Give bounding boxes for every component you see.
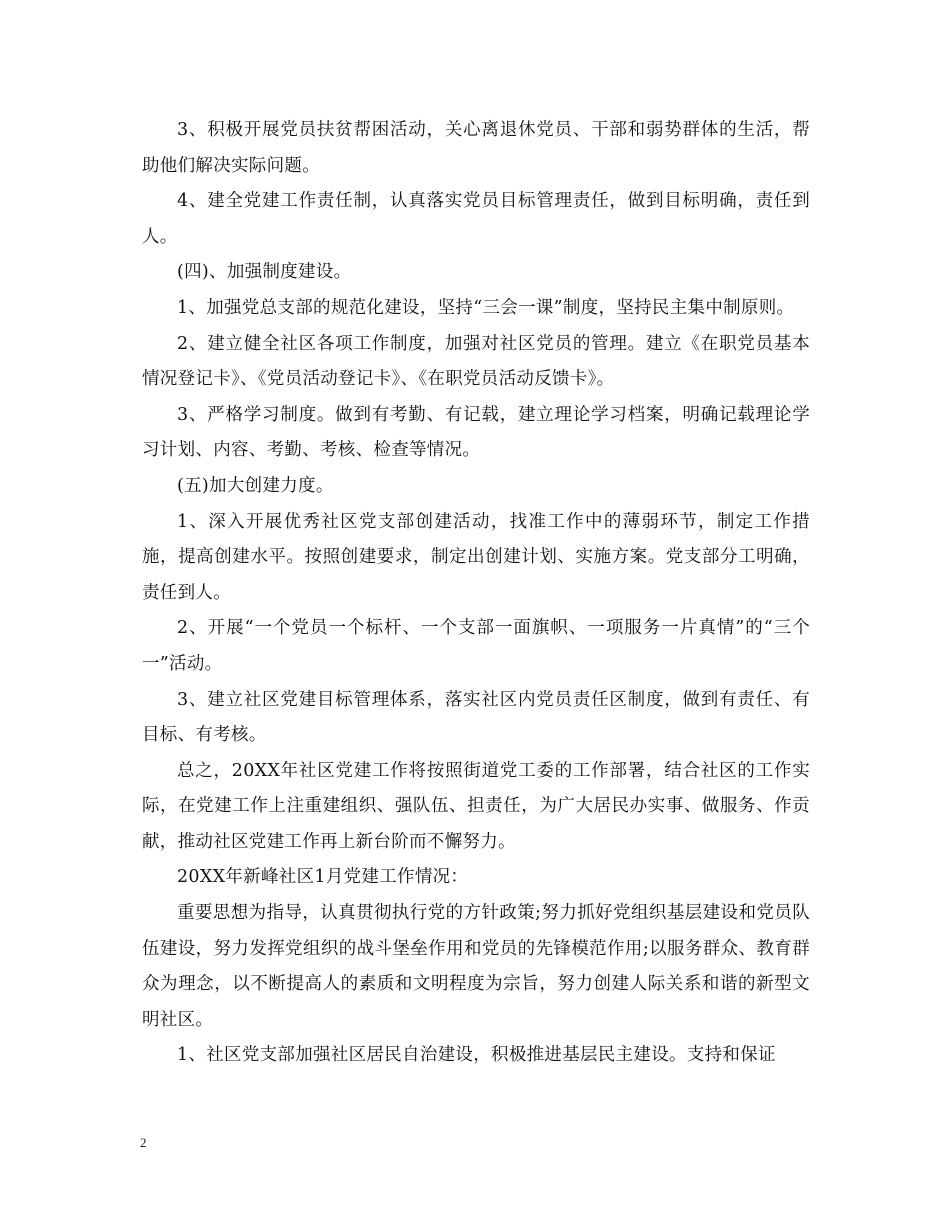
paragraph-5: 3、严格学习制度。做到有考勤、有记载，建立理论学习档案，明确记载理论学习计划、内容、考勤、考核、检查等情况。: [142, 404, 810, 461]
paragraph-4: 2、建立健全社区各项工作制度，加强对社区党员的管理。建立《在职党员基本情况登记卡》、《党员活动登记卡》、《在职党员活动反馈卡》。: [142, 333, 810, 390]
paragraph-7: 2、开展“一个党员一个标杆、一个支部一面旗帜、一项服务一片真情”的“三个一”活动。: [142, 618, 810, 674]
section-heading-5: (五)加大创建力度。: [177, 475, 334, 496]
paragraph-1: 3、积极开展党员扶贫帮困活动，关心离退休党员、干部和弱势群体的生活，帮助他们解决实际问题。: [142, 120, 810, 176]
report-heading: 20XX年新峰社区1月党建工作情况：: [177, 867, 469, 888]
document-body: [142, 113, 810, 1074]
paragraph-10: 1、社区党支部加强社区居民自治建设，积极推进基层民主建设。支持和保证: [177, 1045, 776, 1066]
page-number: 2: [140, 1135, 147, 1150]
summary-paragraph: 总之，20XX年社区党建工作将按照街道党工委的工作部署，结合社区的工作实际，在党建工作上注重建组织、强队伍、担责任，为广大居民办实事、做服务、作贡献，推动社区党建工作再上新台阶而不懈努力。: [142, 760, 810, 852]
paragraph-2: 4、建全党建工作责任制，认真落实党员目标管理责任，做到目标明确，责任到人。: [142, 191, 810, 247]
paragraph-9: 重要思想为指导，认真贯彻执行党的方针政策;努力抓好党组织基层建设和党员队伍建设，努力发挥党组织的战斗堡垒作用和党员的先锋模范作用;以服务群众、教育群众为理念，以不断提高人的素质和文明程度为宗旨，努力创建人际关系和谐的新型文明社区。: [142, 903, 810, 1030]
paragraph-8: 3、建立社区党建目标管理体系，落实社区内党员责任区制度，做到有责任、有目标、有考核。: [142, 689, 810, 746]
paragraph-6: 1、深入开展优秀社区党支部创建活动，找准工作中的薄弱环节，制定工作措施，提高创建水平。按照创建要求，制定出创建计划、实施方案。党支部分工明确，责任到人。: [142, 511, 810, 603]
section-heading-4: (四)、加强制度建设。: [177, 262, 352, 283]
paragraph-3: 1、加强党总支部的规范化建设，坚持“三会一课”制度，坚持民主集中制原则。: [177, 297, 795, 318]
